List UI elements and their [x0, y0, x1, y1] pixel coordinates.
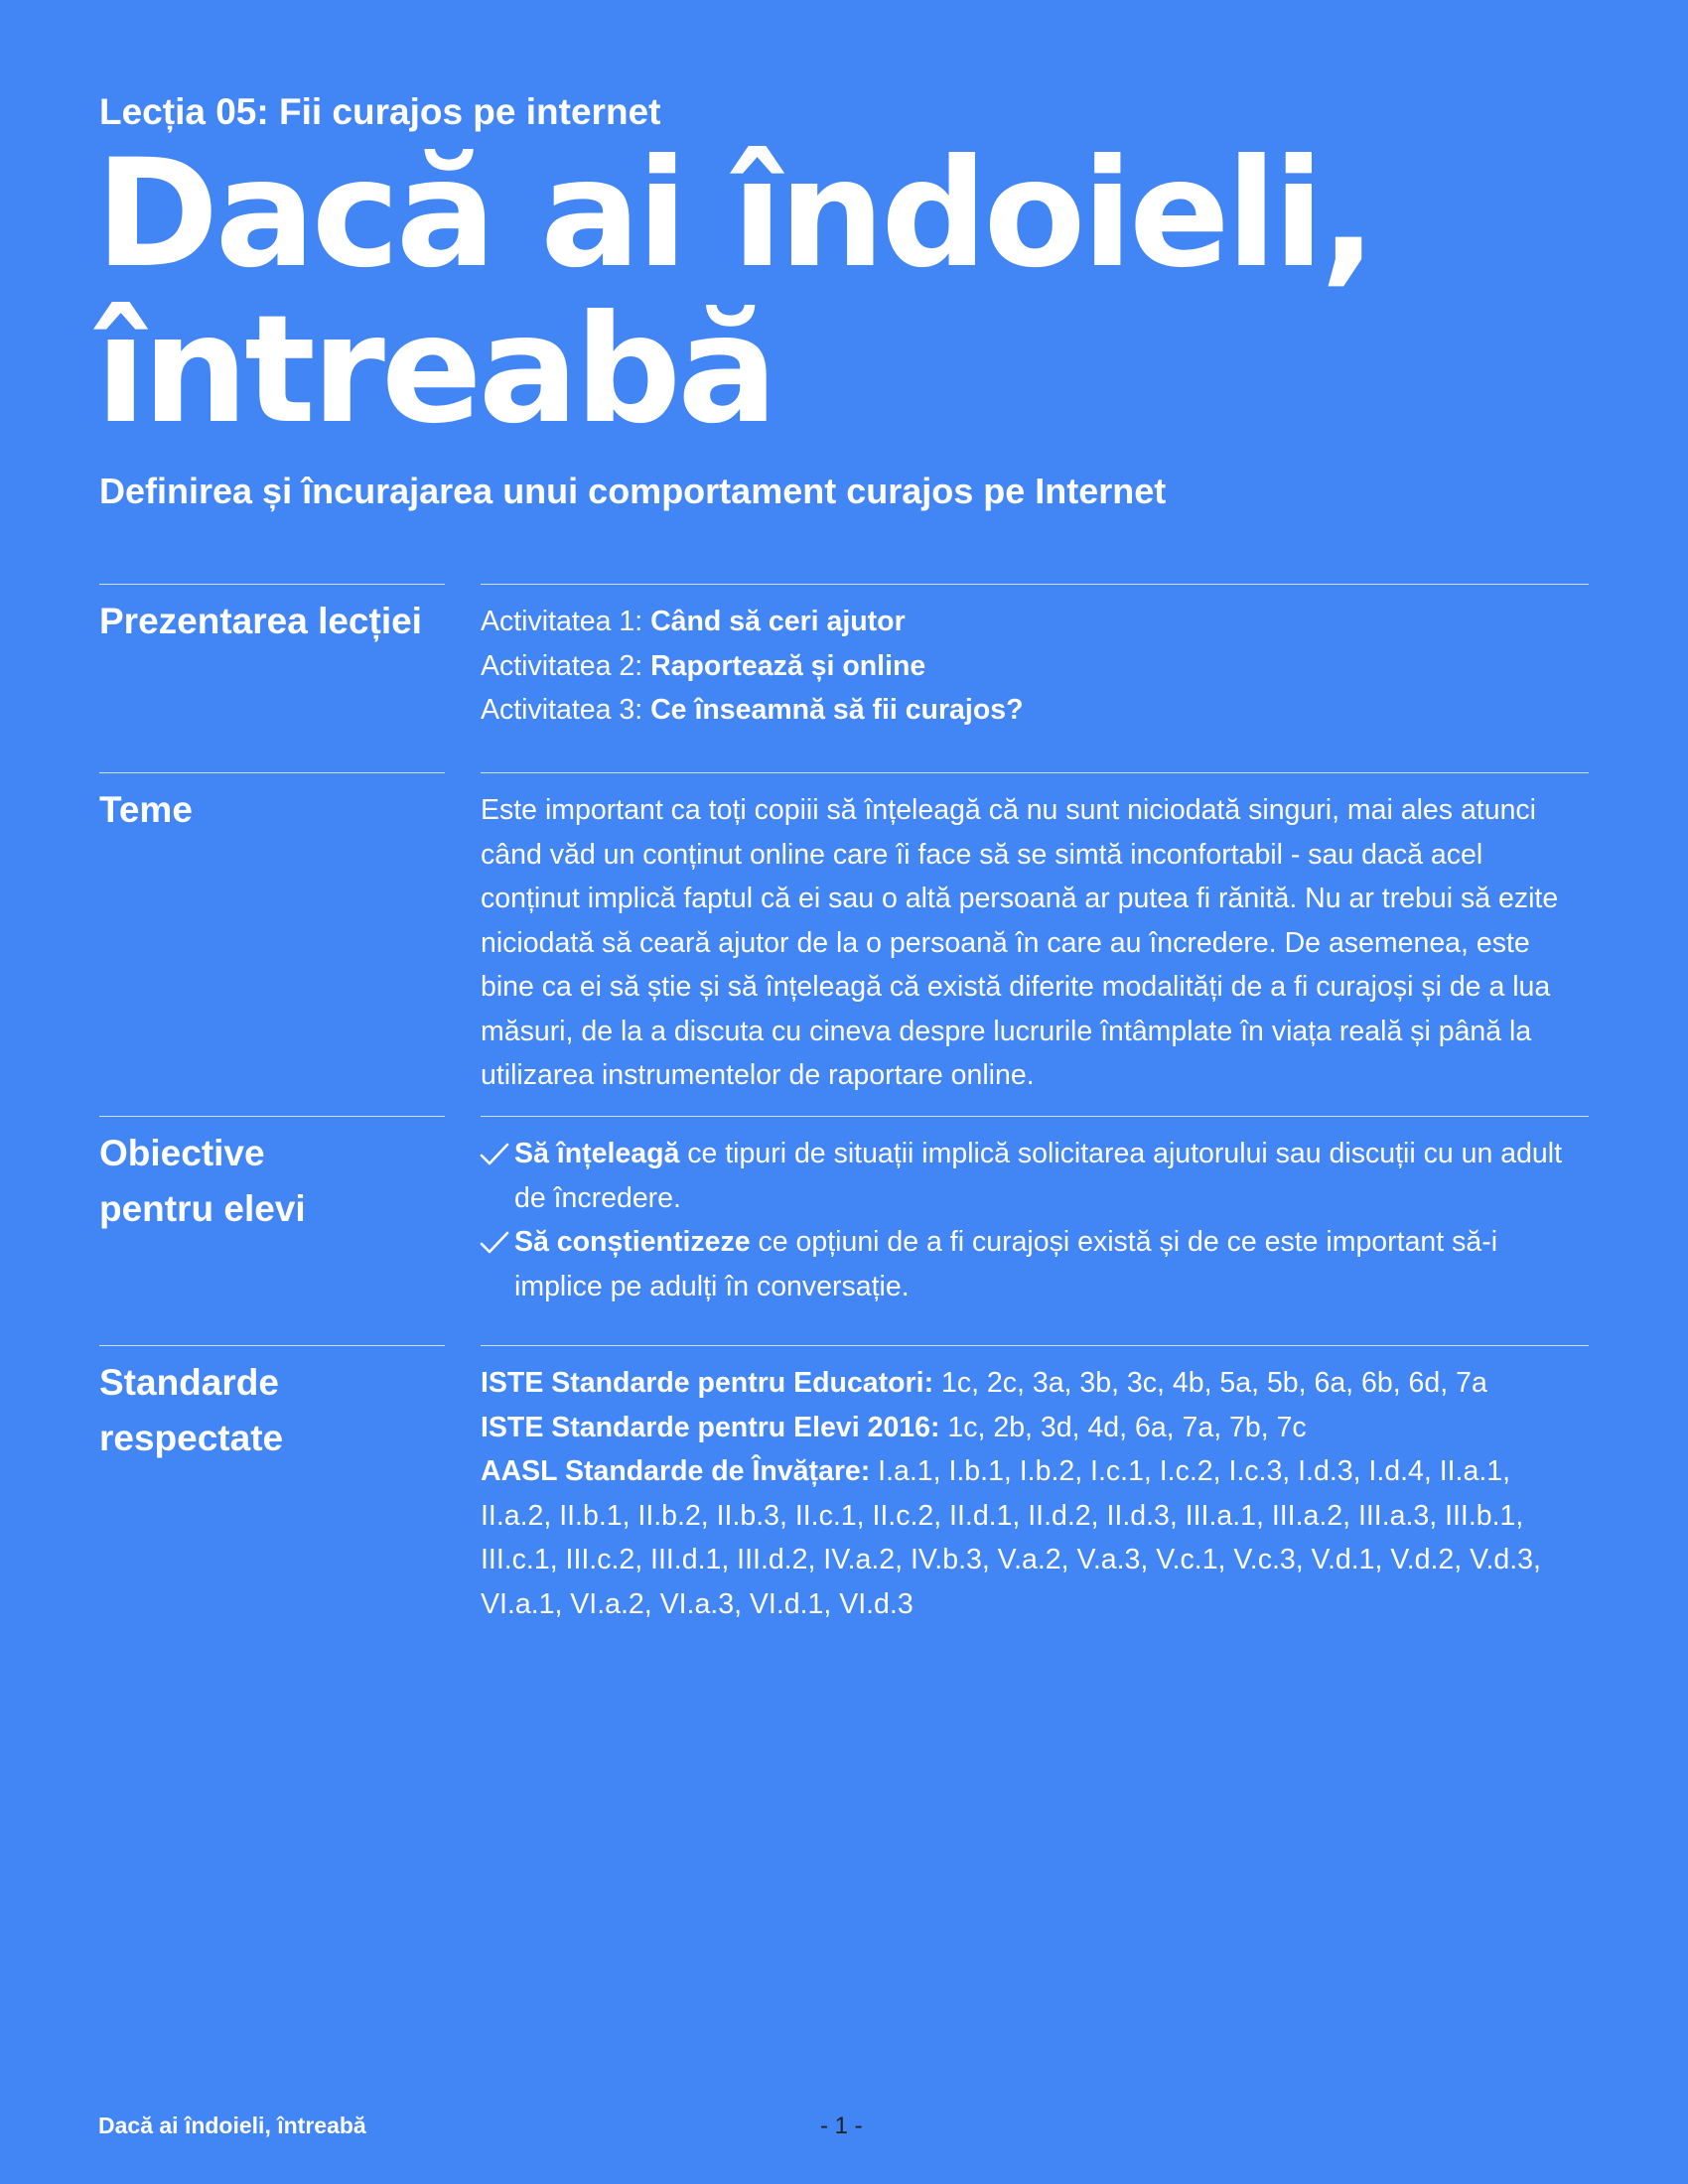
standard-codes: 1c, 2b, 3d, 4d, 6a, 7a, 7b, 7c — [939, 1411, 1307, 1443]
page-number: - 1 - — [820, 2113, 863, 2139]
standard-codes: I.a.1, I.b.1, I.b.2, I.c.1, I.c.2, I.c.3, I.d.3, I.d.4, II.a.1, II.a.2, II.b.1, II.b.2, II.b.3, II.c.1, II.c.2, II.d.1, II.d.2, II.d.3, III.a.1, III.a.2, III.a.3, III.b.1, III.c.1, III.c.2, III.d.1, III.d.2, IV.a.2, IV.b.3, V.a.2, V.a.3, V.c.1, V.c.3, V.d.1, V.d.2, V.d.3, VI.a.1, VI.a.2, VI.a.3, VI.d.1, VI.d.3 — [481, 1455, 1541, 1620]
checkmark-icon — [479, 1220, 510, 1264]
standard-item — [481, 1361, 1589, 1406]
activity-item: Activitatea 3: Ce înseamnă să fii curajos? — [481, 694, 1024, 726]
themes-label: Teme — [99, 789, 193, 830]
divider — [99, 1345, 445, 1346]
objective-text: ce tipuri de situații implică solicitarea ajutorului sau discuții cu un adult de încredere. — [514, 1138, 1563, 1214]
standard-name: ISTE Standarde pentru Elevi 2016: — [481, 1411, 940, 1443]
activity-item: Activitatea 1: Când să ceri ajutor — [481, 606, 906, 637]
standards-label: Standarde respectate — [99, 1362, 284, 1458]
objective-text: ce opțiuni de a fi curajoși există și de ce este important să-i implice pe adulți în conversație. — [514, 1226, 1498, 1302]
standard-codes: 1c, 2c, 3a, 3b, 3c, 4b, 5a, 5b, 6a, 6b, 6d, 7a — [933, 1367, 1487, 1399]
page-subtitle: Definirea și încurajarea unui comportament curajos pe Internet — [99, 471, 1167, 511]
standard-item — [481, 1449, 1589, 1626]
page-title-line-1: Dacă ai îndoieli, — [95, 128, 1373, 301]
page-title — [95, 128, 1373, 457]
activity-name: Raportează și online — [650, 649, 926, 682]
divider — [481, 1116, 1589, 1117]
objective-verb: Să conștientizeze — [514, 1226, 751, 1258]
themes-text: Este important ca toți copiii să înțeleagă că nu sunt niciodată singuri, mai ales atunci când văd un conținut online care îi face să se simtă inconfortabil - sau dacă acel conținut implică faptul că ei sau o altă persoană ar putea fi rănită. Nu ar trebui să ezite niciodată să ceară ajutor de la o persoană în care au încredere. De asemenea, este bine ca ei să știe și să înțeleagă că există diferite modalități de a fi curajoși și de a lua măsuri, de la a discuta cu cineva despre lucrurile întâmplate în viața reală și până la utilizarea instrumentelor de raportare online. — [481, 794, 1559, 1091]
objectives-list — [481, 1132, 1589, 1308]
divider — [99, 1116, 445, 1117]
divider — [99, 772, 445, 773]
standard-item — [481, 1406, 1589, 1450]
lesson-number: Lecția 05: Fii curajos pe internet — [99, 91, 661, 132]
objective-item — [481, 1132, 1589, 1220]
standards-list — [481, 1361, 1589, 1626]
page-title-line-2: întreabă — [95, 284, 774, 457]
objective-item — [481, 1220, 1589, 1308]
standard-name: AASL Standarde de Învățare: — [481, 1455, 871, 1487]
activity-list — [481, 600, 1589, 733]
objective-verb: Să înțeleagă — [514, 1138, 680, 1169]
overview-label: Prezentarea lecției — [99, 601, 422, 641]
divider — [99, 584, 445, 585]
checkmark-icon — [479, 1132, 510, 1175]
activity-item: Activitatea 2: Raportează și online — [481, 649, 926, 682]
standard-name: ISTE Standarde pentru Educatori: — [481, 1367, 934, 1399]
activity-name: Când să ceri ajutor — [650, 606, 906, 637]
divider — [481, 772, 1589, 773]
divider — [481, 584, 1589, 585]
footer-title: Dacă ai îndoieli, întreabă — [98, 2113, 366, 2138]
activity-name: Ce înseamnă să fii curajos? — [650, 694, 1024, 726]
divider — [481, 1345, 1589, 1346]
objectives-label: Obiective pentru elevi — [99, 1133, 306, 1229]
